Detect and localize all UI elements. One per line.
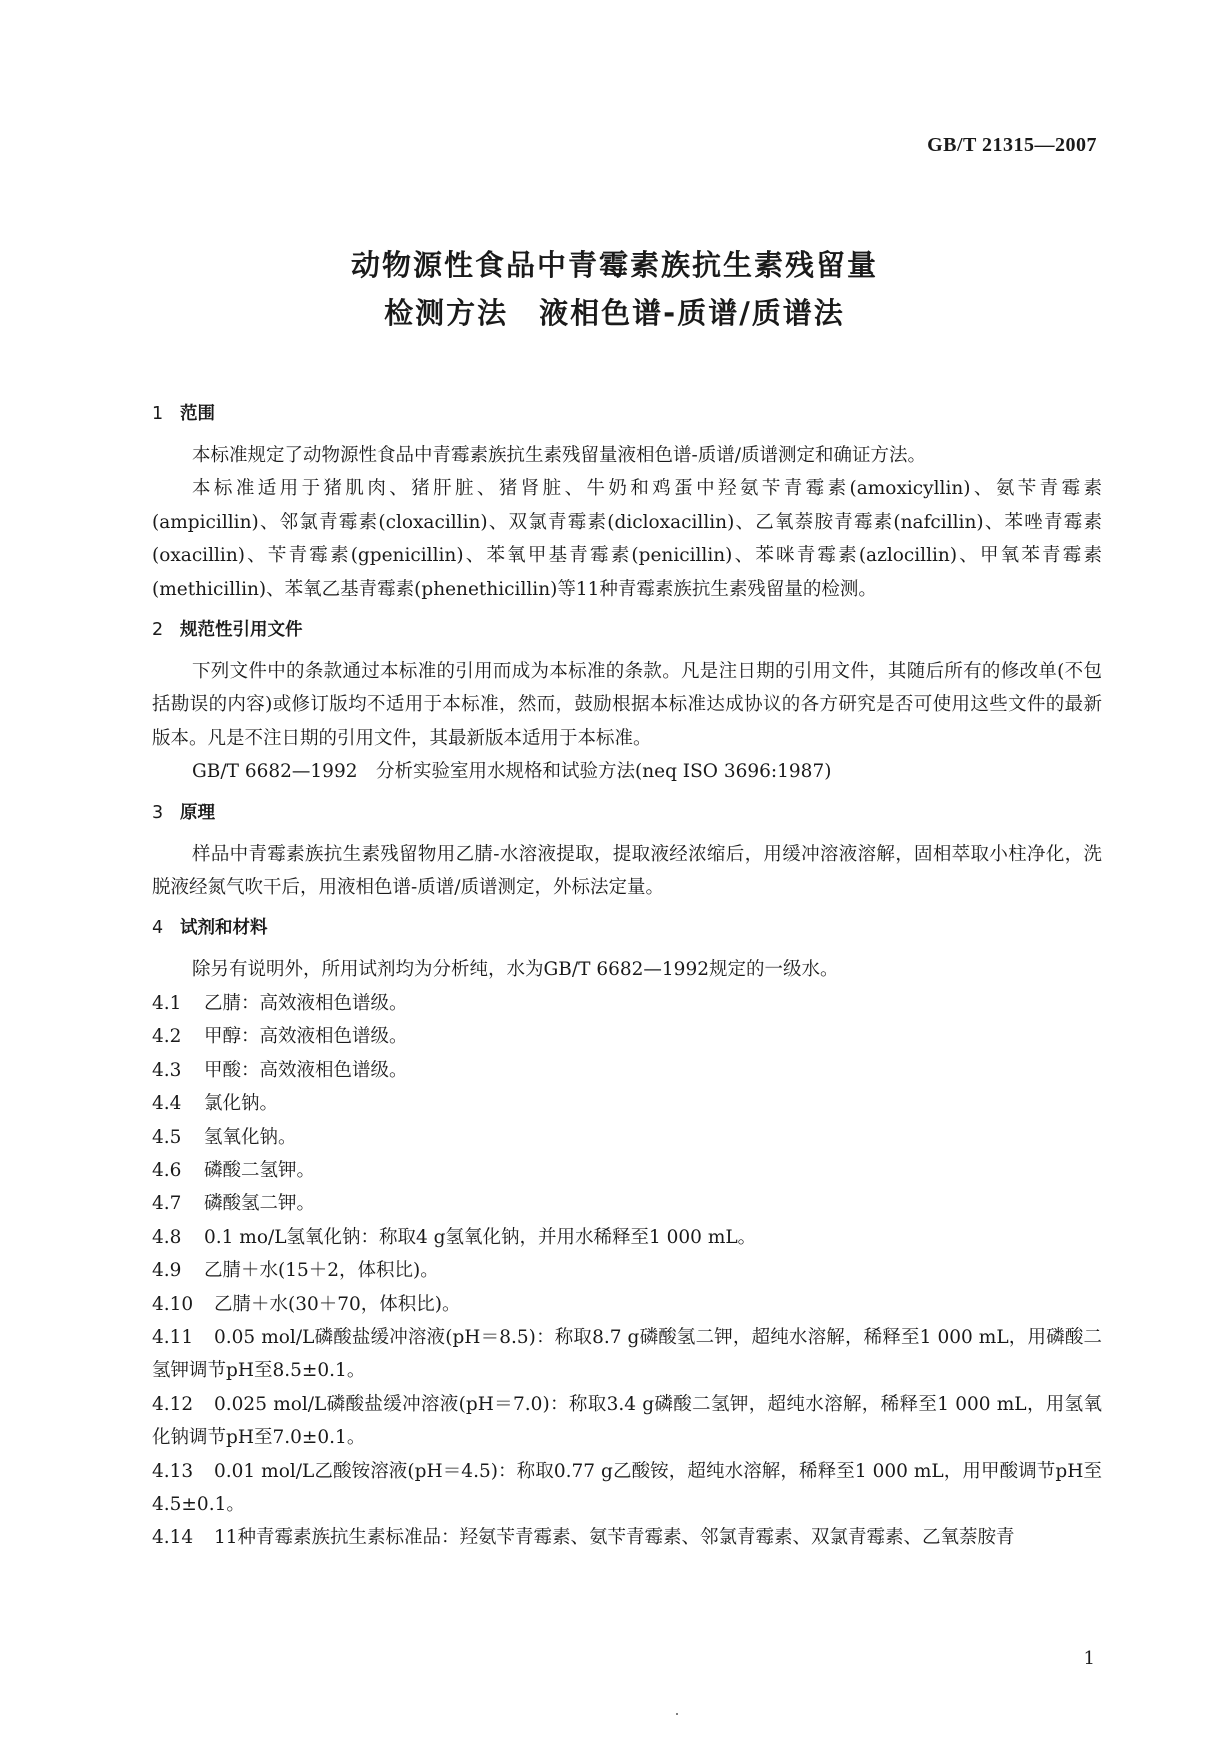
item-number: 4.4 xyxy=(152,1093,182,1115)
item-text: 0.05 mol/L磷酸盐缓冲溶液(pH＝8.5)：称取8.7 g磷酸氢二钾，超纯水溶解，稀释至1 000 mL，用磷酸二氢钾调节pH至8.5±0.1。 xyxy=(152,1326,1102,1382)
item-number: 4.8 xyxy=(152,1226,182,1248)
section-heading-scope xyxy=(152,398,1102,431)
item-number: 4.11 xyxy=(152,1326,194,1348)
section-number: 2 xyxy=(152,620,164,641)
section-number: 3 xyxy=(152,802,164,823)
page-number: 1 xyxy=(1083,1648,1095,1669)
list-item xyxy=(152,1288,1102,1321)
item-text: 乙腈：高效液相色谱级。 xyxy=(204,992,408,1014)
item-text: 磷酸二氢钾。 xyxy=(204,1159,316,1181)
item-text: 甲酸：高效液相色谱级。 xyxy=(204,1059,408,1081)
paragraph: 除另有说明外，所用试剂均为分析纯，水为GB/T 6682—1992规定的一级水。 xyxy=(192,959,839,981)
paragraph: 本标准规定了动物源性食品中青霉素族抗生素残留量液相色谱-质谱/质谱测定和确证方法。 xyxy=(192,445,926,466)
list-item xyxy=(152,1020,1102,1053)
section-heading-reagents xyxy=(152,912,1102,945)
item-text: 氯化钠。 xyxy=(204,1093,279,1115)
item-number: 4.1 xyxy=(152,992,182,1014)
scan-speck xyxy=(676,1713,678,1715)
item-text: 氢氧化钠。 xyxy=(204,1126,297,1148)
paragraph: 样品中青霉素族抗生素残留物用乙腈-水溶液提取，提取液经浓缩后，用缓冲溶液溶解，固相萃取小柱净化，洗脱液经氮气吹干后，用液相色谱-质谱/质谱测定，外标法定量。 xyxy=(152,843,1102,899)
section-title: 原理 xyxy=(180,802,215,823)
item-text: 0.01 mol/L乙酸铵溶液(pH＝4.5)：称取0.77 g乙酸铵，超纯水溶解，稀释至1 000 mL，用甲酸调节pH至4.5±0.1。 xyxy=(152,1460,1102,1515)
list-item xyxy=(152,1154,1102,1187)
list-item xyxy=(152,1521,1102,1554)
item-number: 4.13 xyxy=(152,1460,194,1482)
item-number: 4.10 xyxy=(152,1293,194,1315)
item-number: 4.7 xyxy=(152,1193,182,1215)
list-item xyxy=(152,1455,1102,1522)
list-item xyxy=(152,1221,1102,1254)
section-title: 规范性引用文件 xyxy=(180,620,303,641)
document-body xyxy=(152,398,1102,1555)
document-title-line-1: 动物源性食品中青霉素族抗生素残留量 xyxy=(350,248,878,282)
section-title: 试剂和材料 xyxy=(180,918,268,939)
item-number: 4.6 xyxy=(152,1159,182,1181)
item-text: 乙腈＋水(30＋70，体积比)。 xyxy=(214,1293,461,1315)
paragraph: 下列文件中的条款通过本标准的引用而成为本标准的条款。凡是注日期的引用文件，其随后所有的修改单(不包括勘误的内容)或修订版均不适用于本标准，然而，鼓励根据本标准达成协议的各方研究是否可使用这些文件的最新版本。凡是不注日期的引用文件，其最新版本适用于本标准。 xyxy=(152,661,1102,749)
section-number: 4 xyxy=(152,918,164,939)
item-number: 4.14 xyxy=(152,1527,194,1549)
section-title: 范围 xyxy=(180,404,215,424)
item-text: 0.1 mo/L氢氧化钠：称取4 g氢氧化钠，并用水稀释至1 000 mL。 xyxy=(204,1226,757,1248)
section-number: 1 xyxy=(152,404,164,424)
section-heading-principle xyxy=(152,797,1102,830)
paragraph: 本标准适用于猪肌肉、猪肝脏、猪肾脏、牛奶和鸡蛋中羟氨苄青霉素(amoxicyllin)、氨苄青霉素(ampicillin)、邻氯青霉素(cloxacillin)、双氯青霉素(dicloxacillin)、乙氧萘胺青霉素(nafcillin)、苯唑青霉素(oxacillin)、苄青霉素(gpenicillin)、苯氧甲基青霉素(penicillin)、苯咪青霉素(azlocillin)、甲氧苯青霉素(methicillin)、苯氧乙基青霉素(phenethicillin)等11种青霉素族抗生素残留量的检测。 xyxy=(152,478,1102,600)
item-text: 乙腈＋水(15＋2，体积比)。 xyxy=(204,1260,439,1282)
item-text: 磷酸氢二钾。 xyxy=(204,1193,316,1215)
standard-number: GB/T 21315—2007 xyxy=(927,134,1097,156)
list-item xyxy=(152,1054,1102,1087)
list-item xyxy=(152,1087,1102,1120)
item-text: 11种青霉素族抗生素标准品：羟氨苄青霉素、氨苄青霉素、邻氯青霉素、双氯青霉素、乙氧萘胺青 xyxy=(214,1527,1015,1549)
item-number: 4.2 xyxy=(152,1026,182,1048)
list-item xyxy=(152,987,1102,1020)
item-text: 甲醇：高效液相色谱级。 xyxy=(204,1026,408,1048)
section-heading-normative-references xyxy=(152,614,1102,647)
item-number: 4.12 xyxy=(152,1393,194,1415)
item-number: 4.5 xyxy=(152,1126,182,1148)
list-item xyxy=(152,1388,1102,1455)
list-item xyxy=(152,1187,1102,1220)
item-number: 4.3 xyxy=(152,1059,182,1081)
item-text: 0.025 mol/L磷酸盐缓冲溶液(pH＝7.0)：称取3.4 g磷酸二氢钾，超纯水溶解，稀释至1 000 mL，用氢氧化钠调节pH至7.0±0.1。 xyxy=(152,1393,1102,1449)
list-item xyxy=(152,1321,1102,1388)
list-item xyxy=(152,1121,1102,1154)
document-title-line-2: 检测方法 液相色谱-质谱/质谱法 xyxy=(384,296,845,330)
reference-entry: GB/T 6682—1992 分析实验室用水规格和试验方法(neq ISO 3696:1987) xyxy=(192,761,832,783)
item-number: 4.9 xyxy=(152,1260,182,1282)
list-item xyxy=(152,1254,1102,1287)
